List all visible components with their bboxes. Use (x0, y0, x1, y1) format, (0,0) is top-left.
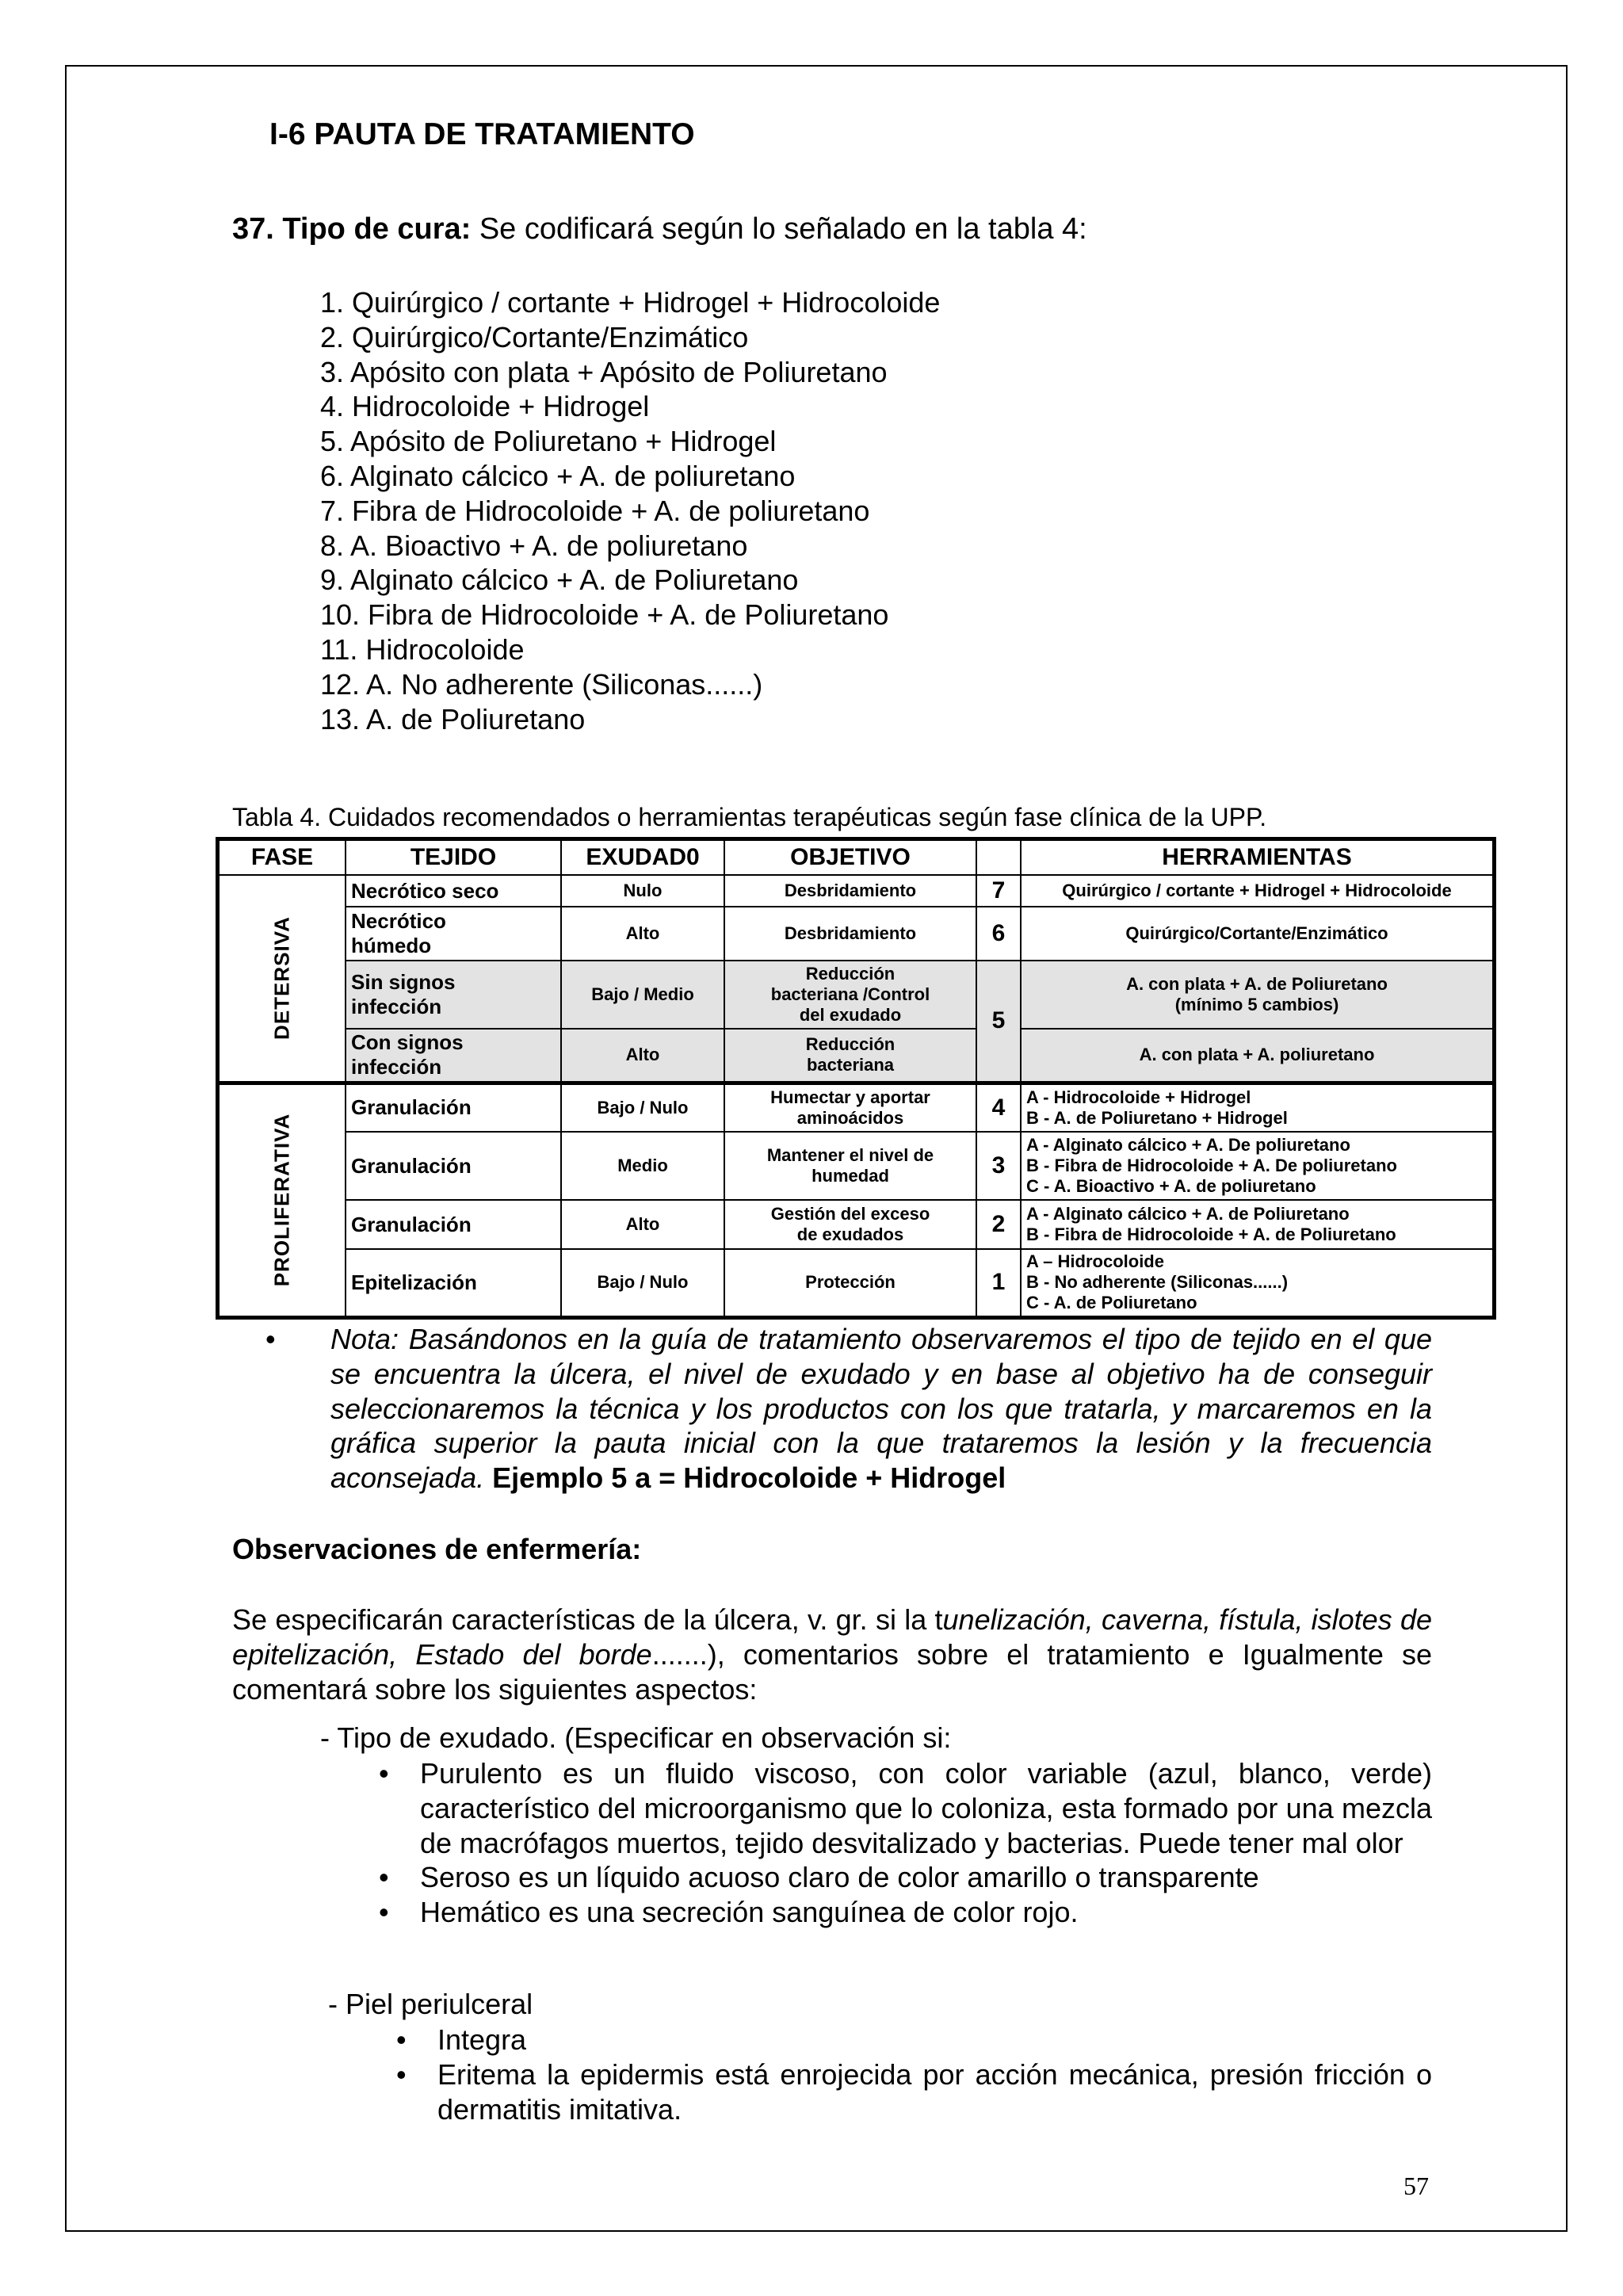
cell-tejido: Epitelización (346, 1249, 561, 1317)
bullet: • (379, 1896, 389, 1929)
cell-tejido: Granulación (346, 1083, 561, 1132)
table-row (218, 961, 1495, 1029)
list-item: 8. A. Bioactivo + A. de poliuretano (320, 529, 748, 562)
cell-exudado: Alto (561, 1200, 724, 1249)
cell-herramientas: A – Hidrocoloide B - No adherente (Siliconas......) C - A. de Poliuretano (1021, 1249, 1495, 1317)
cell-exudado: Alto (561, 1029, 724, 1083)
note-body: Nota: Basándonos en la guía de tratamiento observaremos el tipo de tejido en el que se encuentra la úlcera, el nivel de exudado y en base al objetivo ha de conseguir seleccionaremos la técnica y los productos con los que tratarla, y marcaremos en la gráfica superior la pauta inicial con la que trataremos la lesión y la frecuencia aconsejada. (330, 1323, 1432, 1495)
list-item-text: Seroso es un líquido acuoso claro de color amarillo o transparente (420, 1861, 1259, 1894)
cell-num: 5 (976, 961, 1021, 1083)
cell-objetivo: Mantener el nivel de humedad (724, 1132, 976, 1200)
bullet: • (379, 1861, 389, 1894)
list-item: 4. Hidrocoloide + Hidrogel (320, 390, 650, 423)
cell-objetivo: Humectar y aportar aminoácidos (724, 1083, 976, 1132)
observations-paragraph (232, 1603, 1432, 1706)
cell-num: 2 (976, 1200, 1021, 1249)
list-item: 13. A. de Poliuretano (320, 702, 586, 735)
cell-num: 6 (976, 907, 1021, 961)
table-row (218, 907, 1495, 961)
cell-tejido: Granulación (346, 1132, 561, 1200)
table-caption: Tabla 4. Cuidados recomendados o herramientas terapéuticas según fase clínica de la UPP. (232, 803, 1267, 831)
cell-herramientas: Quirúrgico / cortante + Hidrogel + Hidrocoloide (1021, 875, 1495, 907)
cell-num: 7 (976, 875, 1021, 907)
list-item-text: Hemático es una secreción sanguínea de color rojo. (420, 1896, 1079, 1929)
list-item: 7. Fibra de Hidrocoloide + A. de poliuretano (320, 494, 870, 527)
paragraph-text: Se especificarán características de la úlcera, v. gr. si la t (232, 1603, 943, 1636)
cell-objetivo: Desbridamiento (724, 907, 976, 961)
table-row (218, 1200, 1495, 1249)
cell-num: 1 (976, 1249, 1021, 1317)
header-exudado: EXUDAD0 (561, 839, 724, 876)
cell-tejido: Granulación (346, 1200, 561, 1249)
list-item: 9. Alginato cálcico + A. de Poliuretano (320, 563, 799, 597)
header-objetivo: OBJETIVO (724, 839, 976, 876)
table-row (218, 1029, 1495, 1083)
list-item (379, 1895, 1432, 1930)
cell-herramientas: A - Alginato cálcico + A. de Poliuretano B - Fibra de Hidrocoloide + A. de Poliuretano (1021, 1200, 1495, 1249)
cell-num: 3 (976, 1132, 1021, 1200)
bullet: • (396, 2057, 407, 2091)
table-row (218, 1249, 1495, 1317)
bullet: • (265, 1323, 276, 1355)
exudado-subtitle: - Tipo de exudado. (Especificar en observación si: (320, 1721, 952, 1754)
cell-exudado: Alto (561, 907, 724, 961)
piel-subtitle: - Piel periulceral (328, 1988, 533, 2020)
header-tejido: TEJIDO (346, 839, 561, 876)
table-row (218, 1132, 1495, 1200)
note-example: Ejemplo 5 a = Hidrocoloide + Hidrogel (484, 1461, 1006, 1495)
list-item-text: Purulento es un fluido viscoso, con color variable (azul, blanco, verde) característico del microorganismo que lo coloniza, esta formado por una mezcla de macrófagos muertos, tejido desvitalizado y bacterias. Puede tener mal olor (420, 1757, 1432, 1859)
phase-label: PROLIFERATIVA (269, 1113, 294, 1287)
cell-exudado: Nulo (561, 875, 724, 907)
cell-herramientas: A - Hidrocoloide + Hidrogel B - A. de Poliuretano + Hidrogel (1021, 1083, 1495, 1132)
cell-tejido: Necrótico húmedo (346, 907, 561, 961)
table-row (218, 1083, 1495, 1132)
paragraph-text: .......), comentarios sobre el tratamiento e Igualmente se comentará sobre los siguientes aspectos: (232, 1637, 1432, 1706)
list-item-text: Eritema la epidermis está enrojecida por acción mecánica, presión fricción o dermatitis imitativa. (437, 2057, 1432, 2126)
header-fase: FASE (218, 839, 346, 876)
list-item: 1. Quirúrgico / cortante + Hidrogel + Hidrocoloide (320, 286, 941, 319)
header-num (976, 839, 1021, 876)
treatment-table (216, 837, 1496, 1320)
cell-herramientas: Quirúrgico/Cortante/Enzimático (1021, 907, 1495, 961)
cell-herramientas: A. con plata + A. poliuretano (1021, 1029, 1495, 1083)
list-item (379, 1860, 1432, 1895)
list-item (396, 2023, 1432, 2057)
list-item: 6. Alginato cálcico + A. de poliuretano (320, 459, 796, 492)
cell-exudado: Bajo / Nulo (561, 1249, 724, 1317)
bullet: • (379, 1757, 389, 1790)
observations-title: Observaciones de enfermería: (232, 1533, 642, 1565)
question-37 (232, 212, 1087, 246)
table-header-row (218, 839, 1495, 876)
cell-objetivo: Reducción bacteriana (724, 1029, 976, 1083)
exudado-list (379, 1756, 1432, 1930)
phase-proliferativa (218, 1083, 346, 1317)
cell-objetivo: Reducción bacteriana /Control del exudado (724, 961, 976, 1029)
question-37-label: 37. Tipo de cura: (232, 212, 472, 246)
list-item: 5. Apósito de Poliuretano + Hidrogel (320, 425, 777, 458)
note-text (330, 1322, 1432, 1496)
list-item: 11. Hidrocoloide (320, 632, 525, 666)
cell-herramientas: A. con plata + A. de Poliuretano (mínimo 5 cambios) (1021, 961, 1495, 1029)
cell-num: 4 (976, 1083, 1021, 1132)
question-37-text: Se codificará según lo señalado en la tabla 4: (471, 212, 1087, 246)
cell-objetivo: Desbridamiento (724, 875, 976, 907)
section-heading: I-6 PAUTA DE TRATAMIENTO (269, 117, 695, 151)
list-item: 10. Fibra de Hidrocoloide + A. de Poliuretano (320, 598, 889, 632)
treatment-note (265, 1322, 1432, 1496)
cell-objetivo: Gestión del exceso de exudados (724, 1200, 976, 1249)
cell-tejido: Necrótico seco (346, 875, 561, 907)
piel-list (396, 2023, 1432, 2126)
cell-exudado: Medio (561, 1132, 724, 1200)
bullet: • (396, 2023, 407, 2056)
list-item (396, 2057, 1432, 2127)
phase-label: DETERSIVA (269, 916, 294, 1041)
list-item (379, 1756, 1432, 1860)
cell-tejido: Sin signos infección (346, 961, 561, 1029)
cell-objetivo: Protección (724, 1249, 976, 1317)
page-number: 57 (1403, 2172, 1429, 2200)
cell-exudado: Bajo / Medio (561, 961, 724, 1029)
cure-type-list (320, 285, 940, 736)
list-item-text: Integra (437, 2023, 527, 2056)
cell-tejido: Con signos infección (346, 1029, 561, 1083)
header-herramientas: HERRAMIENTAS (1021, 839, 1495, 876)
list-item: 3. Apósito con plata + Apósito de Poliuretano (320, 355, 888, 388)
cell-exudado: Bajo / Nulo (561, 1083, 724, 1132)
cell-herramientas: A - Alginato cálcico + A. De poliuretano B - Fibra de Hidrocoloide + A. De poliuretano C - A. Bioactivo + A. de poliuretano (1021, 1132, 1495, 1200)
phase-detersiva (218, 875, 346, 1083)
list-item: 2. Quirúrgico/Cortante/Enzimático (320, 320, 749, 353)
paragraph-italic: unelización, caverna, fístula, islotes de epitelización, Estado del borde (232, 1603, 1432, 1671)
list-item: 12. A. No adherente (Siliconas......) (320, 667, 763, 701)
table-row (218, 875, 1495, 907)
